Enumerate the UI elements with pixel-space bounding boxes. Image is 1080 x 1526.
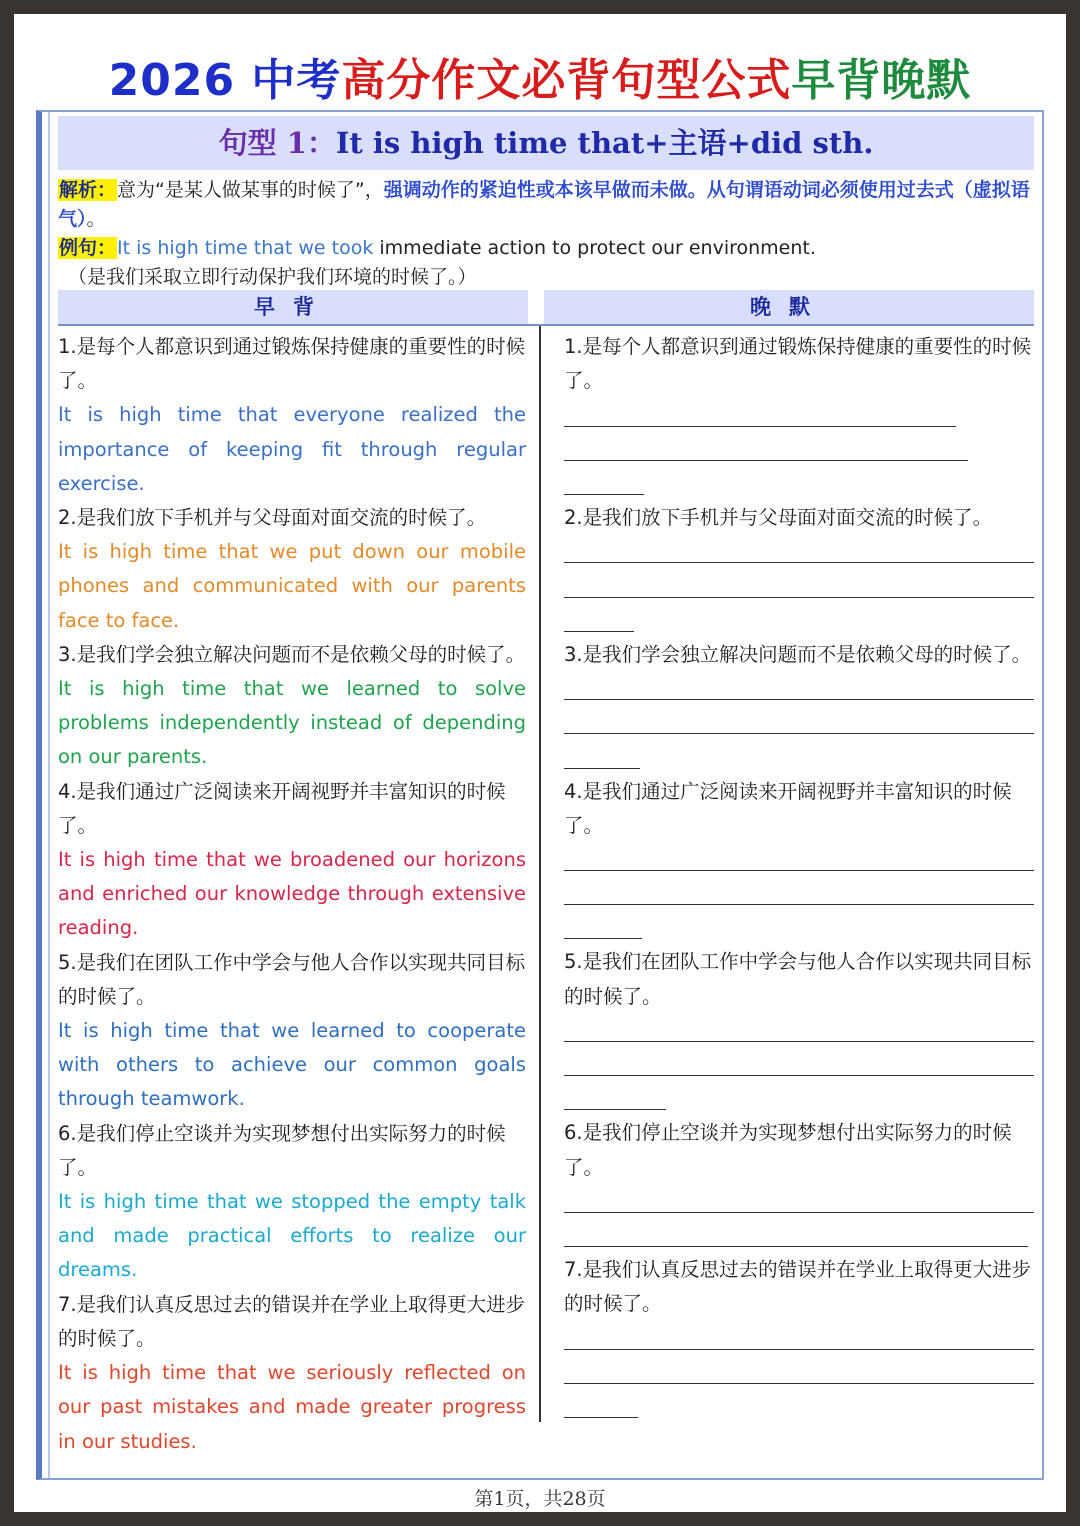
list-item — [58, 330, 526, 501]
header-divider — [58, 324, 1034, 326]
answer-line[interactable] — [564, 569, 1034, 603]
example-block — [58, 234, 1038, 263]
list-item — [564, 1253, 1034, 1424]
item-chinese: 1.是每个人都意识到通过锻炼保持健康的重要性的时候了。 — [58, 335, 526, 393]
item-chinese: 3.是我们学会独立解决问题而不是依赖父母的时候了。 — [58, 642, 526, 666]
example-translation: （是我们采取立即行动保护我们环境的时候了。） — [68, 266, 477, 288]
answer-line[interactable] — [564, 1322, 1034, 1356]
item-english: It is high time that we stopped the empty talk and made practical efforts to realize our dreams. — [58, 1190, 526, 1282]
list-item — [58, 775, 526, 946]
list-item — [564, 501, 1034, 638]
list-item — [58, 946, 526, 1117]
item-chinese: 1.是每个人都意识到通过锻炼保持健康的重要性的时候了。 — [564, 335, 1032, 393]
analysis-block — [58, 176, 1038, 234]
answer-line[interactable] — [564, 843, 1034, 877]
item-chinese: 5.是我们在团队工作中学会与他人合作以实现共同目标的时候了。 — [564, 950, 1032, 1008]
pattern-formula-subject: 主语 — [668, 126, 727, 160]
list-item — [58, 501, 526, 638]
example-label: 例句： — [59, 237, 117, 259]
analysis-text: 意为“是某人做某事的时候了”， — [117, 179, 384, 201]
item-chinese: 5.是我们在团队工作中学会与他人合作以实现共同目标的时候了。 — [58, 950, 526, 1008]
answer-line[interactable] — [564, 1082, 1034, 1116]
analysis-label: 解析： — [59, 179, 117, 201]
item-chinese: 7.是我们认真反思过去的错误并在学业上取得更大进步的时候了。 — [564, 1258, 1032, 1316]
title-part-3: 早背晚默 — [791, 55, 972, 106]
answer-line[interactable] — [564, 467, 1034, 501]
analysis-emphasis: 强调动作的紧迫性或本该早做而未做。从句谓语动词必须使用过去式（虚拟语气） — [58, 179, 1030, 230]
answer-line[interactable] — [564, 433, 1034, 467]
answer-line[interactable] — [564, 1185, 1034, 1219]
title-part-2: 高分作文必背句型公式 — [341, 55, 792, 106]
item-english: It is high time that everyone realized the importance of keeping fit through regular exercise. — [58, 403, 526, 495]
answer-line[interactable] — [564, 604, 1034, 638]
answer-line[interactable] — [564, 1390, 1034, 1424]
list-item — [58, 638, 526, 775]
item-chinese: 4.是我们通过广泛阅读来开阔视野并丰富知识的时候了。 — [58, 779, 506, 837]
item-english: It is high time that we put down our mobile phones and communicated with our parents face to face. — [58, 540, 526, 632]
list-item — [58, 1288, 526, 1459]
pattern-formula-2: +did sth. — [726, 126, 874, 160]
answer-line[interactable] — [564, 877, 1034, 911]
answer-line[interactable] — [564, 706, 1034, 740]
example-en-highlight: It is high time that we took — [117, 237, 374, 259]
item-chinese: 4.是我们通过广泛阅读来开阔视野并丰富知识的时候了。 — [564, 779, 1012, 837]
answer-line[interactable] — [564, 1356, 1034, 1390]
answer-line[interactable] — [564, 672, 1034, 706]
example-en-rest: immediate action to protect our environment. — [373, 237, 816, 259]
memorize-column — [58, 330, 526, 1459]
item-english: It is high time that we seriously reflected on our past mistakes and made greater progress in our studies. — [58, 1361, 526, 1453]
answer-line[interactable] — [564, 911, 1034, 945]
list-item — [564, 775, 1034, 946]
list-item — [564, 1116, 1034, 1253]
item-english: It is high time that we broadened our horizons and enriched our knowledge through extensive reading. — [58, 848, 526, 940]
answer-line[interactable] — [564, 1219, 1034, 1253]
dictation-column — [564, 330, 1034, 1424]
title-part-1: 2026 中考 — [108, 55, 342, 106]
answer-line[interactable] — [564, 398, 1034, 432]
item-english: It is high time that we learned to cooperate with others to achieve our common goals through teamwork. — [58, 1019, 526, 1111]
frame-accent-line — [48, 112, 50, 1478]
pattern-heading — [58, 116, 1034, 170]
item-chinese: 2.是我们放下手机并与父母面对面交流的时候了。 — [58, 506, 487, 530]
list-item — [564, 330, 1034, 501]
list-item — [58, 1117, 526, 1288]
list-item — [564, 945, 1034, 1116]
list-item — [564, 638, 1034, 775]
page-sheet — [14, 14, 1066, 1512]
item-chinese: 3.是我们学会独立解决问题而不是依赖父母的时候了。 — [564, 642, 1032, 666]
page-title — [14, 44, 1066, 108]
pattern-formula-1: It is high time that+ — [335, 126, 669, 160]
item-english: It is high time that we learned to solve problems independently instead of depending on our parents. — [58, 677, 526, 769]
column-divider — [539, 326, 541, 1422]
page-number: 第1页，共28页 — [474, 1488, 606, 1510]
column-header-memorize: 早背 — [58, 290, 528, 324]
analysis-end: 。 — [86, 208, 106, 230]
answer-line[interactable] — [564, 535, 1034, 569]
answer-line[interactable] — [564, 740, 1034, 774]
item-chinese: 6.是我们停止空谈并为实现梦想付出实际努力的时候了。 — [564, 1121, 1012, 1179]
column-header-dictation: 晚默 — [544, 290, 1034, 324]
answer-line[interactable] — [564, 1014, 1034, 1048]
item-chinese: 6.是我们停止空谈并为实现梦想付出实际努力的时候了。 — [58, 1121, 506, 1179]
answer-line[interactable] — [564, 1048, 1034, 1082]
content-frame — [36, 110, 1044, 1480]
item-chinese: 7.是我们认真反思过去的错误并在学业上取得更大进步的时候了。 — [58, 1292, 526, 1350]
pattern-label: 句型 1： — [218, 126, 336, 160]
item-chinese: 2.是我们放下手机并与父母面对面交流的时候了。 — [564, 505, 993, 529]
